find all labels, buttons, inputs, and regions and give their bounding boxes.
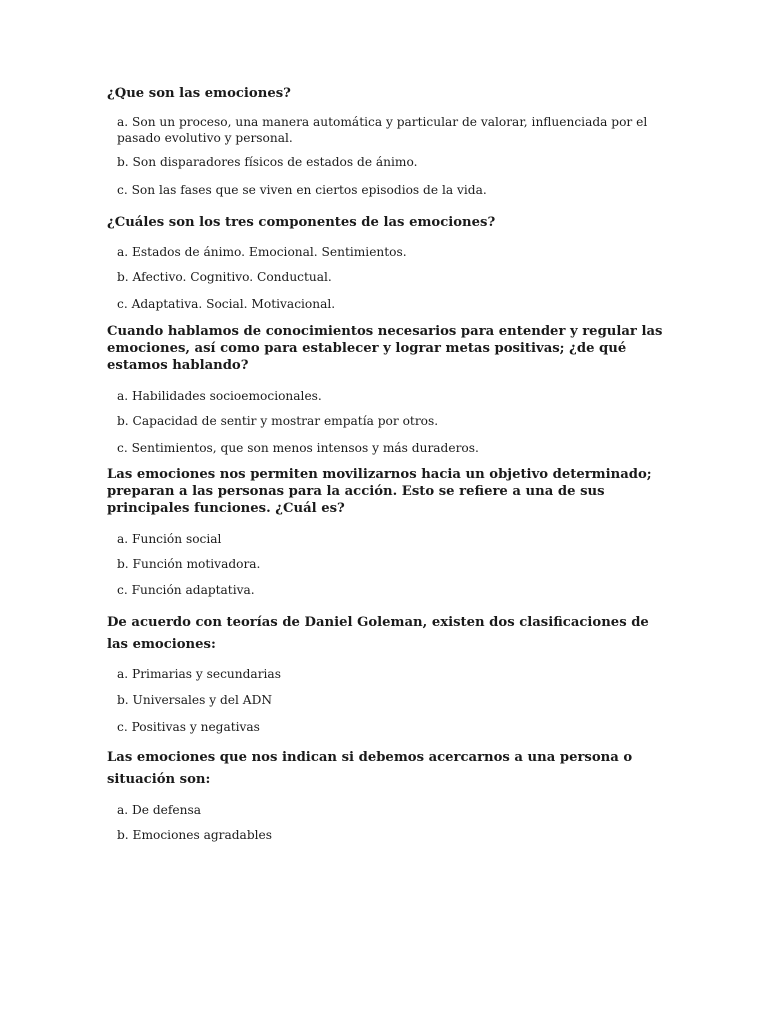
- question-1: ¿Que son las emociones?: [107, 86, 291, 101]
- question-1-option-a: a. Son un proceso, una manera automática y particular de valorar, influenciada por el pasado evolutivo y personal.: [117, 115, 648, 145]
- question-6-option-b: b. Emociones agradables: [117, 828, 272, 842]
- question-5-option-a: a. Primarias y secundarias: [117, 667, 281, 681]
- question-2-option-b: b. Afectivo. Cognitivo. Conductual.: [117, 270, 332, 284]
- question-2: ¿Cuáles son los tres componentes de las emociones?: [107, 215, 496, 230]
- question-6-option-a: a. De defensa: [117, 803, 201, 817]
- question-2-option-a: a. Estados de ánimo. Emocional. Sentimientos.: [117, 245, 407, 259]
- question-5-option-b: b. Universales y del ADN: [117, 693, 273, 707]
- question-1-option-c: c. Son las fases que se viven en ciertos episodios de la vida.: [117, 183, 487, 197]
- question-5: De acuerdo con teorías de Daniel Goleman, existen dos clasificaciones de las emociones:: [107, 615, 649, 652]
- question-3-option-c: c. Sentimientos, que son menos intensos y más duraderos.: [117, 441, 479, 455]
- question-6: Las emociones que nos indican si debemos acercarnos a una persona o situación son:: [107, 750, 633, 787]
- question-4-option-a: a. Función social: [117, 532, 222, 546]
- question-3: Cuando hablamos de conocimientos necesarios para entender y regular las emociones, así como para establecer y lograr metas positivas; ¿de qué estamos hablando?: [107, 324, 663, 373]
- question-3-option-a: a. Habilidades socioemocionales.: [117, 389, 322, 403]
- question-5-option-c: c. Positivas y negativas: [117, 720, 260, 734]
- question-4-option-b: b. Función motivadora.: [117, 557, 261, 571]
- question-4: Las emociones nos permiten movilizarnos hacia un objetivo determinado; preparan a las personas para la acción. Esto se refiere a una de sus principales funciones. ¿Cuál es?: [107, 467, 652, 516]
- question-2-option-c: c. Adaptativa. Social. Motivacional.: [117, 297, 336, 311]
- question-1-option-b: b. Son disparadores físicos de estados de ánimo.: [117, 155, 418, 169]
- question-4-option-c: c. Función adaptativa.: [117, 583, 255, 597]
- question-3-option-b: b. Capacidad de sentir y mostrar empatía por otros.: [117, 414, 439, 428]
